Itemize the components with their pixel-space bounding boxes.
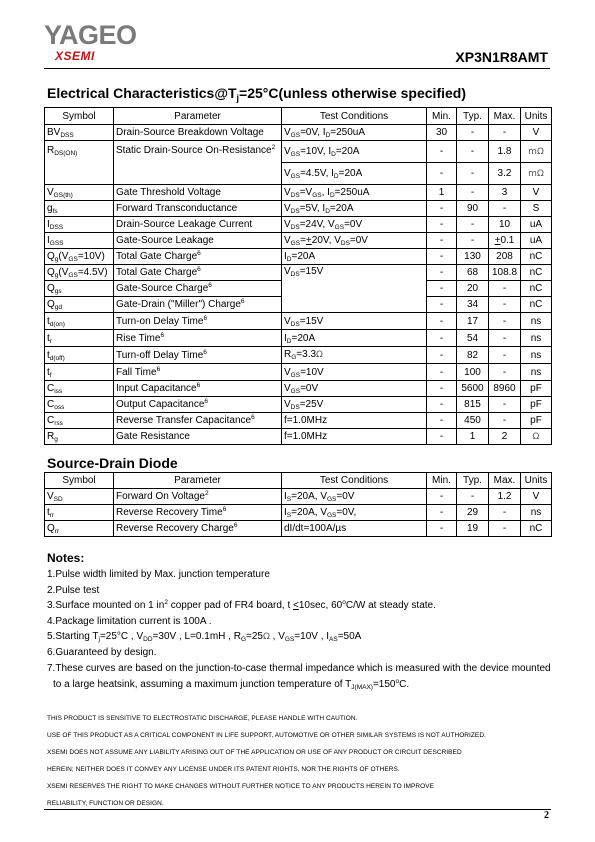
col-test-conditions: Test Conditions: [282, 473, 427, 489]
col-test-conditions: Test Conditions: [282, 108, 427, 125]
col-min: Min.: [427, 108, 457, 125]
disclaimer-line: HEREIN; NEITHER DOES IT CONVEY ANY LICENSE UNDER ITS PATENT RIGHTS, NOR THE RIGHTS OF OTHERS.: [47, 766, 400, 773]
col-symbol: Symbol: [45, 108, 114, 125]
col-max: Max.: [489, 108, 521, 125]
col-max: Max.: [489, 473, 521, 489]
table-row: $g_{fs}$ Forward Transconductance $V_{DS}=5V$, $I_D=20A$ - 90 - S: [45, 201, 552, 217]
table-row: $I_{DSS}$ Drain-Source Leakage Current $V_{DS}=24V$, $V_{GS}=0V$ - - 10 uA: [45, 217, 552, 233]
table-header-row: [45, 473, 552, 489]
electrical-characteristics-title: Electrical $Characteristics@T_j=25^\circ C(unless$ otherwise specified): [47, 85, 466, 103]
header-divider: [44, 68, 550, 69]
table-row: $I_{GSS}$ Gate-Source Leakage $V_{GS}=+20V$, $V_{DS}=0V$ - - +0.1 uA: [45, 233, 552, 249]
xsemi-logo: XSEMI: [55, 49, 95, 63]
source-drain-table: [44, 472, 552, 537]
table-row: $t_r$ Rise Time$^6$ $I_D=20A$ - 54 - ns: [45, 330, 552, 347]
yageo-logo: YAGEO: [44, 20, 137, 50]
table-row: $V_{GS}=4.5V$, $I_D=20A$ - - 3.2 mΩ: [45, 163, 552, 185]
col-symbol: Symbol: [45, 473, 114, 489]
note-6: 6.Guaranteed by design.: [47, 647, 157, 658]
table-row: $Q_{gd}$ Gate-Drain ("Miller") Charge$^6$ - 34 - nC: [45, 297, 552, 313]
col-typ: Typ.: [457, 473, 489, 489]
disclaimer-line: RELIABILITY, FUNCTION OR DESIGN.: [47, 800, 164, 807]
table-row: $t_f$ Fall Time$^6$ $V_{GS}=10V$ - 100 - ns: [45, 364, 552, 381]
table-row: $BV_{DSS}$ Drain-Source Breakdown Voltage $V_{GS}=0V$, $I_D=250uA$ 30 - - V: [45, 125, 552, 141]
table-row: $Q_{gs}$ Gate-Source Charge$^6$ - 20 - nC: [45, 281, 552, 297]
table-row: $C_{oss}$ Output Capacitance$^6$ $V_{DS}=25V$ - 815 - pF: [45, 397, 552, 413]
note-1: 1.Pulse width limited by Max. junction temperature: [47, 569, 270, 580]
note-3: 3.Surface mounted on 1 $in^2$ copper pad of FR4 board, t <10sec, 60$^o$C/W at steady state.: [47, 599, 436, 611]
table-header-row: [45, 108, 552, 125]
table-row: $Q_g(V_{GS}=4.5V)$ Total Gate Charge$^6$ $V_{DS}=15V$ - 68 108.8 nC: [45, 265, 552, 281]
disclaimer-line: XSEMI RESERVES THE RIGHT TO MAKE CHANGES WITHOUT FURTHER NOTICE TO ANY PRODUCTS HEREIN TO IMPROVE: [47, 783, 434, 790]
col-units: Units: [521, 108, 552, 125]
note-7b: to a large heatsink, assuming a maximum junction temperature of $T_{J(MAX)}=150^oC$.: [53, 678, 410, 691]
table-row: $Q_{rr}$ Reverse Recovery Charge$^6$ dI/dt=100A/µs - 19 - nC: [45, 521, 552, 537]
disclaimer-line: THIS PRODUCT IS SENSITIVE TO ELECTROSTATIC DISCHARGE, PLEASE HANDLE WITH CAUTION.: [47, 715, 358, 722]
table-row: $t_{d(on)}$ Turn-on Delay Time$^6$ $V_{DS}=15V$ - 17 - ns: [45, 313, 552, 330]
note-2: 2.Pulse test: [47, 585, 100, 596]
note-5: 5.Starting $T_j=25^\circ C$ , $V_{DD}=30V$ , L=0.1mH , $R_G=25\Omega$ , $V_{GS}=10V$ , $I_{AS}=50A$: [47, 631, 362, 643]
col-parameter: Parameter: [114, 108, 282, 125]
table-row: $Q_g(V_{GS}=10V)$ Total Gate Charge$^6$ $I_D=20A$ - 130 208 nC: [45, 249, 552, 265]
table-row: $C_{rss}$ Reverse Transfer Capacitance$^6$ f=1.0MHz - 450 - pF: [45, 413, 552, 429]
table-row: $V_{GS(th)}$ Gate Threshold Voltage $V_{DS}=V_{GS}$, $I_D=250uA$ 1 - 3 V: [45, 185, 552, 201]
footer-divider: [44, 809, 551, 810]
table-row: $t_{rr}$ Reverse Recovery Time$^6$ $I_S=20A$, $V_{GS}=0V$, - 29 - ns: [45, 505, 552, 521]
source-drain-title: Source-Drain Diode: [47, 455, 178, 471]
part-number: XP3N1R8AMT: [455, 49, 548, 65]
table-row: $R_g$ Gate Resistance f=1.0MHz - 1 2 Ω: [45, 429, 552, 445]
table-row: $C_{iss}$ Input Capacitance$^6$ $V_{GS}=0V$ - 5600 8960 pF: [45, 381, 552, 397]
notes-title: Notes:: [47, 551, 85, 565]
col-units: Units: [521, 473, 552, 489]
disclaimer-line: USE OF THIS PRODUCT AS A CRITICAL COMPONENT IN LIFE SUPPORT, AUTOMOTIVE OR OTHER SIMILAR SYSTEMS IS NOT AUTHORIZED.: [47, 732, 486, 739]
note-4: 4.Package limitation current is 100A .: [47, 616, 212, 627]
disclaimer-line: XSEMI DOES NOT ASSUME ANY LIABILITY ARISING OUT OF THE APPLICATION OR USE OF ANY PRODUCT OR CIRCUIT DESCRIBED: [47, 749, 462, 756]
col-min: Min.: [427, 473, 457, 489]
page-number: 2: [544, 810, 549, 821]
note-7a: 7.These curves are based on the junction-to-case thermal impedance which is measured with the device mounted: [47, 663, 551, 674]
electrical-characteristics-table: [44, 107, 552, 445]
table-row: $V_{SD}$ Forward On Voltage$^2$ $I_S=20A$, $V_{GS}=0V$ - - 1.2 V: [45, 489, 552, 505]
col-parameter: Parameter: [114, 473, 282, 489]
table-row: $R_{DS(ON)}$ Static Drain-Source On-Resistance$^2$ $V_{GS}=10V$, $I_D=20A$ - - 1.8 mΩ: [45, 141, 552, 163]
table-row: $t_{d(off)}$ Turn-off Delay Time$^6$ $R_G=3.3\Omega$ - 82 - ns: [45, 347, 552, 364]
col-typ: Typ.: [457, 108, 489, 125]
